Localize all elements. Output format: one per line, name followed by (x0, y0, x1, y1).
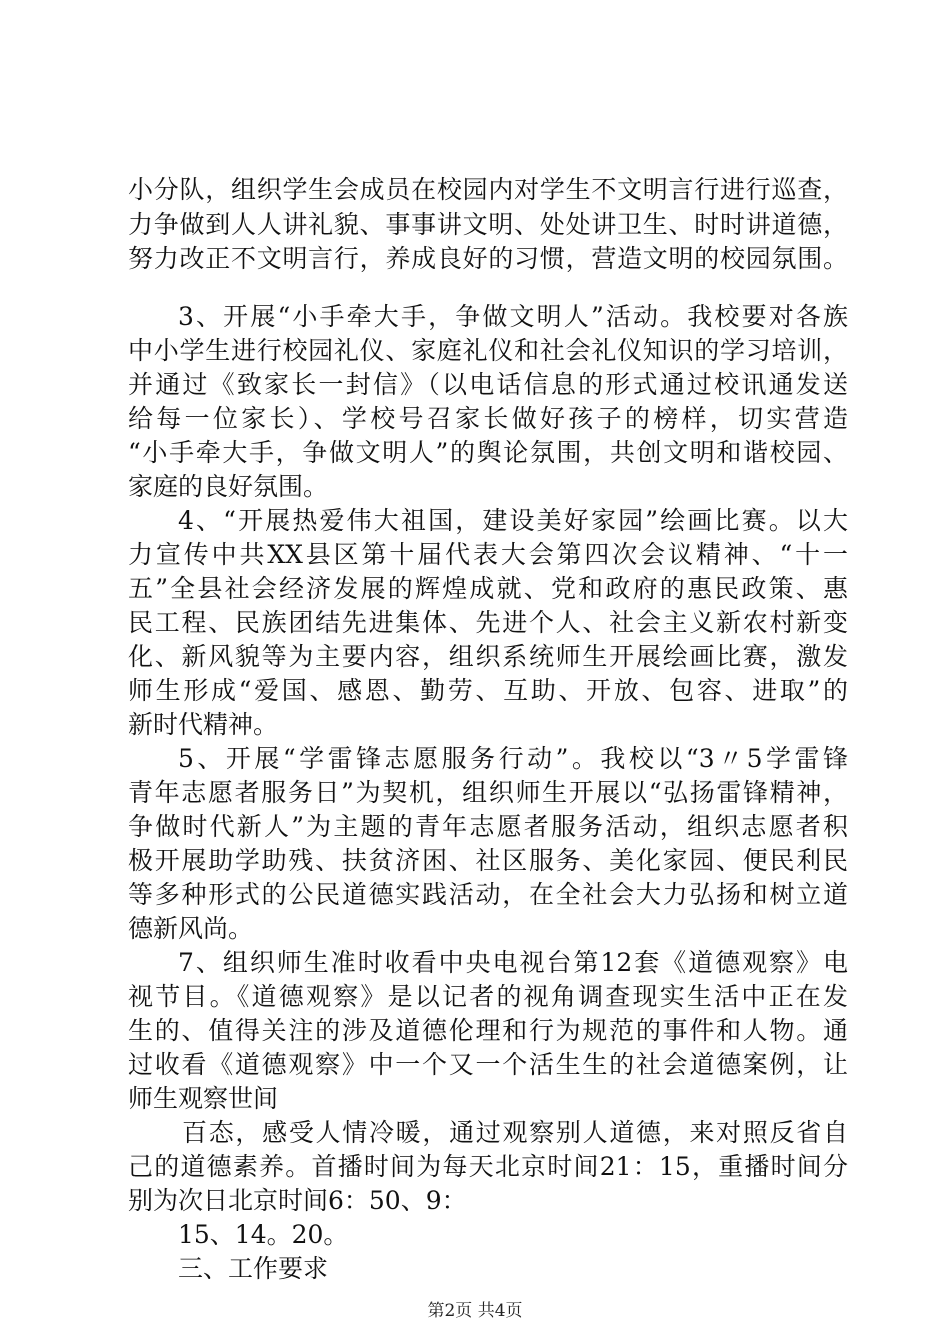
text-line: 家庭的良好氛围。 (128, 472, 329, 501)
text-line: 师生形成“爱国、感恩、勤劳、互助、开放、包容、进取”的 (128, 676, 848, 705)
text-line: 化、新风貌等为主要内容，组织系统师生开展绘画比赛，激发 (128, 642, 848, 671)
text-line: 并通过《致家长一封信》（以电话信息的形式通过校讯通发送 (128, 370, 848, 399)
text-line: “小手牵大手，争做文明人”的舆论氛围，共创文明和谐校园、 (128, 438, 848, 467)
section-heading: 三、工作要求 (178, 1254, 329, 1283)
text-line: 青年志愿者服务日”为契机，组织师生开展以“弘扬雷锋精神， (128, 778, 848, 807)
text-line: 五”全县社会经济发展的辉煌成就、党和政府的惠民政策、惠 (128, 574, 848, 603)
text-line: 7、组织师生准时收看中央电视台第12套《道德观察》电 (178, 948, 848, 977)
text-line: 视节目。《道德观察》是以记者的视角调查现实生活中正在发 (128, 982, 848, 1011)
text-line: 新时代精神。 (128, 710, 279, 739)
text-line: 己的道德素养。首播时间为每天北京时间21：15，重播时间分 (128, 1152, 848, 1181)
text-line: 力争做到人人讲礼貌、事事讲文明、处处讲卫生、时时讲道德， (128, 210, 848, 239)
text-line: 争做时代新人”为主题的青年志愿者服务活动，组织志愿者积 (128, 812, 848, 841)
text-line: 15、14。20。 (178, 1220, 349, 1249)
page-number-footer: 第2页 共4页 (427, 1301, 523, 1321)
text-line: 3、开展“小手牵大手，争做文明人”活动。我校要对各族 (178, 302, 848, 331)
text-line: 中小学生进行校园礼仪、家庭礼仪和社会礼仪知识的学习培训， (128, 336, 848, 365)
text-line: 努力改正不文明言行，养成良好的习惯，营造文明的校园氛围。 (128, 244, 848, 273)
text-line: 4、“开展热爱伟大祖国，建设美好家园”绘画比赛。以大 (178, 506, 848, 535)
text-line: 等多种形式的公民道德实践活动，在全社会大力弘扬和树立道 (128, 880, 848, 909)
text-line: 德新风尚。 (128, 914, 254, 943)
text-line: 百态，感受人情冷暖，通过观察别人道德，来对照反省自 (182, 1118, 848, 1147)
text-line: 极开展助学助残、扶贫济困、社区服务、美化家园、便民利民 (128, 846, 848, 875)
text-line: 别为次日北京时间6：50、9： (128, 1186, 467, 1215)
text-line: 过收看《道德观察》中一个又一个活生生的社会道德案例，让 (128, 1050, 848, 1079)
text-line: 民工程、民族团结先进集体、先进个人、社会主义新农村新变 (128, 608, 848, 637)
text-line: 给每一位家长）、学校号召家长做好孩子的榜样，切实营造 (128, 404, 848, 433)
text-line: 力宣传中共XX县区第十届代表大会第四次会议精神、“十一 (128, 540, 848, 569)
text-line: 师生观察世间 (128, 1084, 279, 1113)
text-line: 小分队，组织学生会成员在校园内对学生不文明言行进行巡查， (128, 175, 848, 204)
text-line: 生的、值得关注的涉及道德伦理和行为规范的事件和人物。通 (128, 1016, 848, 1045)
text-line: 5、开展“学雷锋志愿服务行动”。我校以“3〃5学雷锋 (178, 744, 848, 773)
